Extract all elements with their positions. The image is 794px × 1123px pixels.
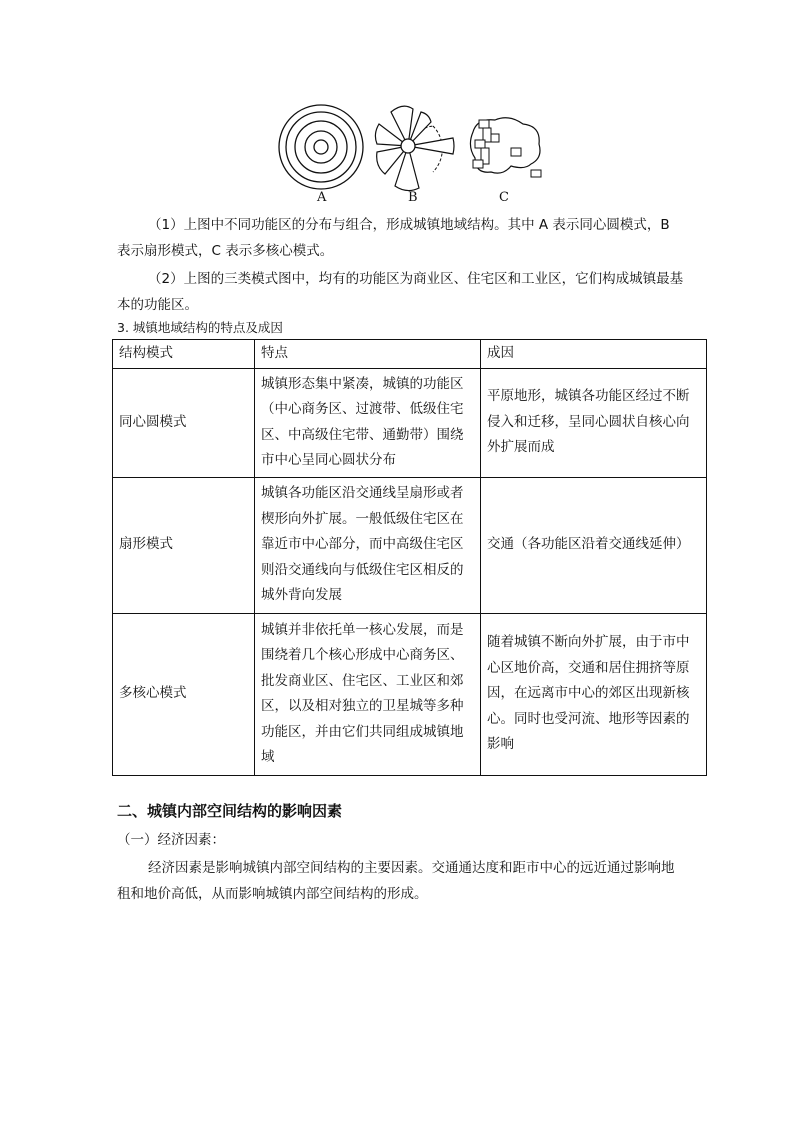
table-cell-cause: 交通（各功能区沿着交通线延伸） xyxy=(481,477,707,613)
table-header-mode: 结构模式 xyxy=(113,340,255,369)
table-cell-feature: 城镇并非依托单一核心发展，而是围绕着几个核心形成中心商务区、批发商业区、住宅区、工业区和郊区，以及相对独立的卫星城等多种功能区，并由它们共同组成城镇地域 xyxy=(255,613,481,775)
table-cell-mode: 同心圆模式 xyxy=(113,368,255,477)
table-cell-feature: 城镇各功能区沿交通线呈扇形或者楔形向外扩展。一般低级住宅区在靠近市中心部分，而中高级住宅区则沿交通线向与低级住宅区相反的城外背向发展 xyxy=(255,477,481,613)
table-header-cause: 成因 xyxy=(481,340,707,369)
table-row xyxy=(113,368,707,477)
table-row xyxy=(113,613,707,775)
table-row xyxy=(113,477,707,613)
intro-paragraph-1: （1）上图中不同功能区的分布与组合，形成城镇地域结构。其中 A 表示同心圆模式，B 表示扇形模式，C 表示多核心模式。 xyxy=(117,217,670,259)
section-2-title: 二、城镇内部空间结构的影响因素 xyxy=(117,802,343,820)
section-3-title: 3. 城镇地域结构的特点及成因 xyxy=(117,320,283,335)
urban-structure-table xyxy=(112,339,707,776)
concentric-model-diagram xyxy=(277,104,367,194)
table-cell-mode: 扇形模式 xyxy=(113,477,255,613)
table-cell-feature: 城镇形态集中紧凑，城镇的功能区（中心商务区、过渡带、低级住宅区、中高级住宅带、通勤带）围绕市中心呈同心圆状分布 xyxy=(255,368,481,477)
section-2-paragraph: 经济因素是影响城镇内部空间结构的主要因素。交通通达度和距市中心的远近通过影响地租和地价高低，从而影响城镇内部空间结构的形成。 xyxy=(117,860,675,902)
figure-label-a: A xyxy=(317,190,327,205)
sector-model-diagram xyxy=(373,104,455,194)
multiple-nuclei-model-diagram xyxy=(465,110,547,190)
table-cell-cause: 平原地形，城镇各功能区经过不断侵入和迁移，呈同心圆状自核心向外扩展而成 xyxy=(481,368,707,477)
figure-label-c: C xyxy=(499,190,509,205)
table-header-row xyxy=(113,340,707,369)
table-cell-mode: 多核心模式 xyxy=(113,613,255,775)
figure-label-b: B xyxy=(408,190,418,205)
table-header-feature: 特点 xyxy=(255,340,481,369)
section-2-subtitle: （一）经济因素： xyxy=(117,832,225,848)
table-cell-cause: 随着城镇不断向外扩展，由于市中心区地价高，交通和居住拥挤等原因，在远离市中心的郊区出现新核心。同时也受河流、地形等因素的影响 xyxy=(481,613,707,775)
intro-paragraph-2: （2）上图的三类模式图中，均有的功能区为商业区、住宅区和工业区，它们构成城镇最基本的功能区。 xyxy=(117,271,684,313)
